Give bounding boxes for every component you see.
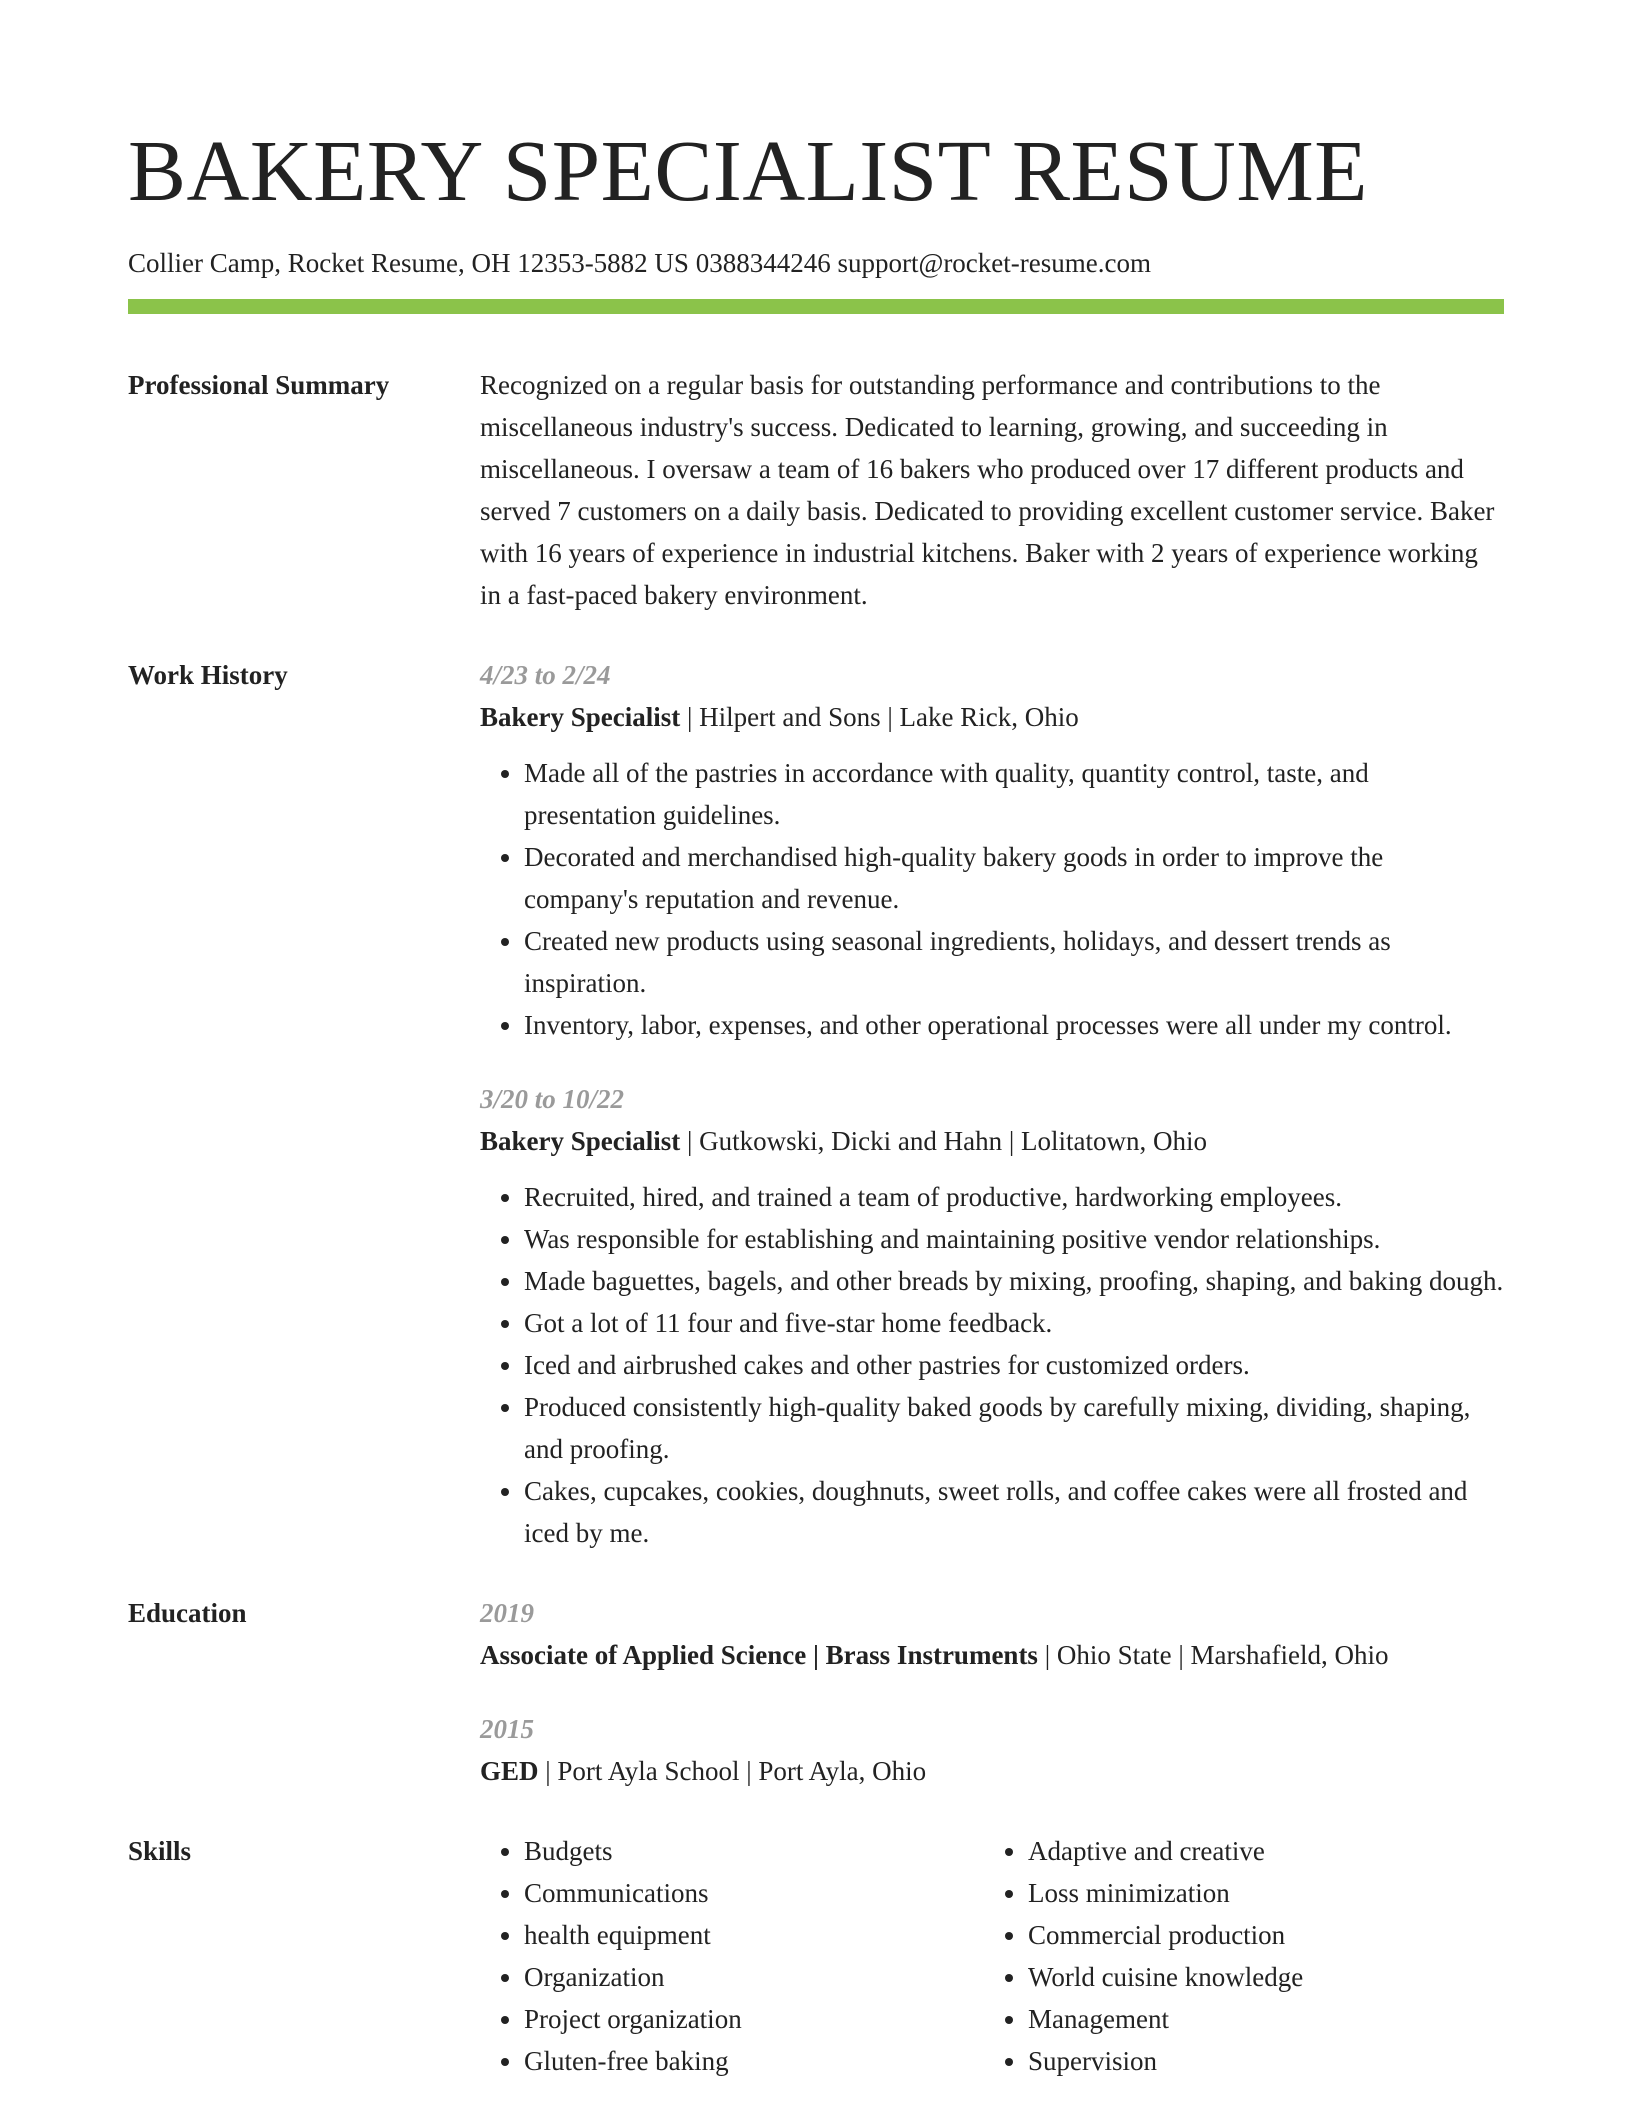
section-label-education: Education [128, 1598, 247, 1628]
education-year: 2019 [480, 1598, 534, 1628]
skill-item: • Loss minimization [1028, 1872, 1488, 1914]
job-bullet: • Made all of the pastries in accordance with quality, quantity control, taste, and presentation guidelines. [524, 752, 1504, 836]
education-details: | Ohio State | Marshafield, Ohio [1037, 1640, 1389, 1670]
work-history-body [480, 654, 1504, 1554]
job-bullets [480, 752, 1504, 1046]
job-entry [480, 1078, 1504, 1554]
job-dates: 4/23 to 2/24 [480, 660, 611, 690]
education-year: 2015 [480, 1714, 534, 1744]
section-label-skills: Skills [128, 1836, 192, 1866]
education-heading [480, 1634, 1504, 1676]
job-entry [480, 654, 1504, 1046]
summary-body [480, 364, 1504, 616]
skill-item: • World cuisine knowledge [1028, 1956, 1488, 1998]
education-heading [480, 1750, 1504, 1792]
education-entry [480, 1708, 1504, 1792]
job-bullet: • Made baguettes, bagels, and other breads by mixing, proofing, shaping, and baking dough. [524, 1260, 1504, 1302]
skill-item: • Communications [524, 1872, 984, 1914]
skill-item: • health equipment [524, 1914, 984, 1956]
skill-item: • Supervision [1028, 2040, 1488, 2082]
job-details: | Gutkowski, Dicki and Hahn | Lolitatown, Ohio [680, 1126, 1208, 1156]
job-bullet: • Recruited, hired, and trained a team of productive, hardworking employees. [524, 1176, 1504, 1218]
job-details: | Hilpert and Sons | Lake Rick, Ohio [680, 702, 1079, 732]
job-bullet: • Decorated and merchandised high-quality bakery goods in order to improve the company's reputation and revenue. [524, 836, 1504, 920]
education-body [480, 1592, 1504, 1792]
job-dates: 3/20 to 10/22 [480, 1084, 625, 1114]
skills-list-left [480, 1830, 984, 2082]
job-title: Bakery Specialist [480, 702, 681, 732]
job-bullet: • Got a lot of 11 four and five-star home feedback. [524, 1302, 1504, 1344]
skills-section [128, 1830, 1504, 2082]
skill-item: • Project organization [524, 1998, 984, 2040]
job-heading [480, 1120, 1504, 1162]
contact-line: Collier Camp, Rocket Resume, OH 12353-5882 US 0388344246 support@rocket-resume.com [128, 248, 1151, 278]
job-bullet: • Iced and airbrushed cakes and other pastries for customized orders. [524, 1344, 1504, 1386]
education-entry [480, 1592, 1504, 1676]
job-bullet: • Produced consistently high-quality baked goods by carefully mixing, dividing, shaping, and proofing. [524, 1386, 1504, 1470]
summary-text: Recognized on a regular basis for outstanding performance and contributions to the miscellaneous industry's success. Dedicated to learning, growing, and succeeding in miscellaneous. I oversaw a team of 16 bakers who produced over 17 different products and served 7 customers on a daily basis. Dedicated to providing excellent customer service. Baker with 16 years of experience in industrial kitchens. Baker with 2 years of experience working in a fast-paced bakery environment. [480, 370, 1495, 610]
skill-item: • Commercial production [1028, 1914, 1488, 1956]
resume-title: BAKERY SPECIALIST RESUME [128, 122, 1368, 219]
accent-divider [128, 299, 1504, 314]
summary-section [128, 364, 1504, 616]
skill-item: • Budgets [524, 1830, 984, 1872]
education-details: | Port Ayla School | Port Ayla, Ohio [538, 1756, 927, 1786]
skill-item: • Gluten-free baking [524, 2040, 984, 2082]
education-section [128, 1592, 1504, 1792]
job-bullets [480, 1176, 1504, 1554]
resume-page [128, 0, 1504, 2082]
job-bullet: • Inventory, labor, expenses, and other operational processes were all under my control. [524, 1004, 1504, 1046]
job-title: Bakery Specialist [480, 1126, 681, 1156]
section-label-summary: Professional Summary [128, 370, 390, 400]
section-label-work-history: Work History [128, 660, 288, 690]
job-bullet: • Created new products using seasonal ingredients, holidays, and dessert trends as inspiration. [524, 920, 1504, 1004]
education-degree: Associate of Applied Science | Brass Instruments [480, 1640, 1038, 1670]
skills-list-right [984, 1830, 1488, 2082]
skill-item: • Management [1028, 1998, 1488, 2040]
education-degree: GED [480, 1756, 539, 1786]
job-heading [480, 696, 1504, 738]
skill-item: • Adaptive and creative [1028, 1830, 1488, 1872]
work-history-section [128, 654, 1504, 1554]
job-bullet: • Cakes, cupcakes, cookies, doughnuts, sweet rolls, and coffee cakes were all frosted and iced by me. [524, 1470, 1504, 1554]
skills-body [480, 1830, 1504, 2082]
skill-item: • Organization [524, 1956, 984, 1998]
job-bullet: • Was responsible for establishing and maintaining positive vendor relationships. [524, 1218, 1504, 1260]
